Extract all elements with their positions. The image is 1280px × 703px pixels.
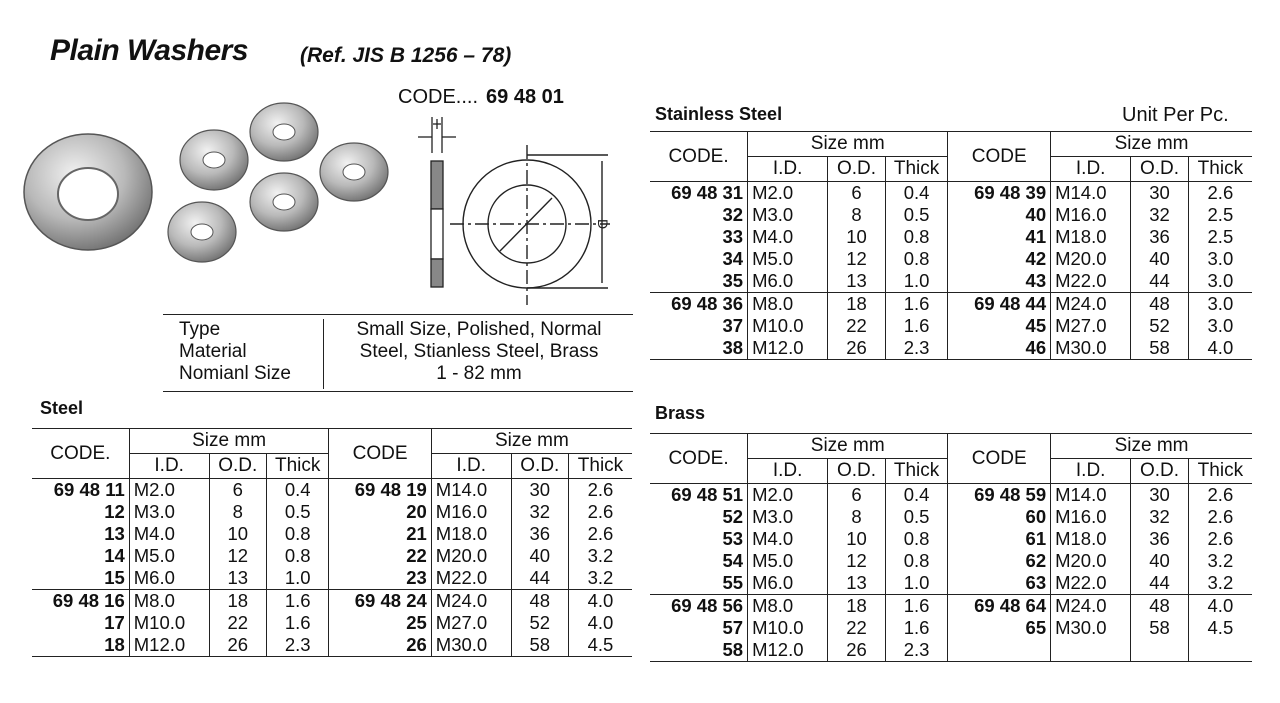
thickness-cell: 4.0 — [568, 590, 632, 613]
outer-diameter-cell: 10 — [828, 226, 886, 248]
code-cell: 15 — [104, 567, 125, 588]
id-column-header: I.D. — [129, 454, 209, 479]
outer-diameter-cell: 30 — [511, 479, 568, 502]
code-cell: 40 — [948, 204, 1051, 226]
table-header-row — [650, 434, 1252, 459]
outer-diameter-cell: 52 — [511, 612, 568, 634]
product-code-value: 69 48 01 — [486, 86, 564, 108]
code-cell: 69 48 51 — [671, 484, 744, 505]
outer-diameter-cell: 32 — [1131, 506, 1189, 528]
size-mm-header: Size mm — [431, 429, 632, 454]
outer-diameter-cell: 12 — [828, 248, 886, 270]
thickness-cell: 4.0 — [1188, 595, 1252, 618]
thickness-cell: 1.6 — [885, 595, 948, 618]
inner-diameter-cell: M24.0 — [1051, 595, 1131, 618]
code-column-header: CODE. — [32, 429, 129, 479]
outer-diameter-cell: 36 — [511, 523, 568, 545]
table-row — [650, 506, 1252, 528]
code-cell: 37 — [722, 315, 744, 336]
table-row — [32, 634, 632, 657]
size-mm-header: Size mm — [748, 434, 948, 459]
code-cell: 61 — [948, 528, 1051, 550]
od-column-header: O.D. — [1131, 459, 1189, 484]
thickness-cell: 4.0 — [568, 612, 632, 634]
outer-diameter-cell: 30 — [1131, 182, 1189, 205]
code-cell: 18 — [32, 634, 129, 657]
code-cell: 69 48 44 — [948, 293, 1051, 316]
code-cell: 23 — [329, 567, 431, 590]
thick-column-header: Thick — [1188, 157, 1252, 182]
inner-diameter-cell: M18.0 — [1051, 226, 1131, 248]
spec-values — [323, 319, 634, 389]
inner-diameter-cell: M20.0 — [1051, 550, 1131, 572]
inner-diameter-cell: M18.0 — [431, 523, 511, 545]
small-washer-icon — [320, 143, 388, 201]
thickness-cell: 2.5 — [1188, 226, 1252, 248]
unit-per-piece: Unit Per Pc. — [1122, 104, 1229, 126]
table-row — [650, 293, 1252, 316]
thickness-cell: 3.0 — [1188, 315, 1252, 337]
thickness-cell: 3.0 — [1188, 293, 1252, 316]
code-cell: 53 — [722, 528, 744, 549]
od-column-header: O.D. — [209, 454, 266, 479]
spec-labels — [179, 319, 291, 385]
code-cell: 26 — [329, 634, 431, 657]
thickness-cell: 0.8 — [885, 550, 948, 572]
thickness-cell: 2.3 — [885, 639, 948, 662]
id-column-header: I.D. — [748, 157, 828, 182]
code-cell: 45 — [948, 315, 1051, 337]
standard-reference: (Ref. JIS B 1256 – 78) — [300, 44, 512, 67]
thick-column-header: Thick — [885, 157, 948, 182]
thickness-cell — [1188, 639, 1252, 662]
code-cell: 62 — [948, 550, 1051, 572]
inner-diameter-cell: M8.0 — [748, 595, 828, 618]
code-cell: 22 — [329, 545, 431, 567]
od-column-header: O.D. — [828, 157, 886, 182]
thickness-cell: 1.6 — [885, 315, 948, 337]
code-cell: 69 48 31 — [671, 182, 744, 203]
inner-diameter-cell: M4.0 — [748, 528, 828, 550]
thickness-cell: 0.8 — [885, 248, 948, 270]
outer-diameter-cell: 13 — [828, 572, 886, 595]
code-cell: 69 48 16 — [32, 590, 129, 613]
table-header-row — [650, 132, 1252, 157]
outer-diameter-cell: 48 — [1131, 595, 1189, 618]
thickness-cell: 2.6 — [1188, 506, 1252, 528]
code-cell: 65 — [948, 617, 1051, 639]
outer-diameter-cell: 44 — [1131, 572, 1189, 595]
thick-column-header: Thick — [568, 454, 632, 479]
code-column-header: CODE. — [650, 434, 748, 484]
code-cell: 69 48 39 — [948, 182, 1051, 205]
outer-diameter-cell: 48 — [1131, 293, 1189, 316]
inner-diameter-cell: M8.0 — [748, 293, 828, 316]
table-row — [650, 617, 1252, 639]
inner-diameter-cell: M12.0 — [748, 639, 828, 662]
table-header-row — [32, 429, 632, 454]
outer-diameter-cell: 8 — [828, 204, 886, 226]
specifications-box — [163, 314, 633, 392]
table-row — [32, 523, 632, 545]
inner-diameter-cell: M6.0 — [129, 567, 209, 590]
thick-column-header: Thick — [1188, 459, 1252, 484]
code-cell: 57 — [722, 617, 744, 638]
thickness-cell: 1.6 — [266, 590, 328, 613]
outer-diameter-cell: 36 — [1131, 226, 1189, 248]
table-row — [650, 248, 1252, 270]
outer-diameter-cell: 13 — [209, 567, 266, 590]
code-column-header: CODE — [329, 429, 431, 479]
thickness-cell: 2.6 — [1188, 484, 1252, 507]
table-row — [650, 226, 1252, 248]
inner-diameter-cell: M20.0 — [1051, 248, 1131, 270]
inner-diameter-cell: M6.0 — [748, 572, 828, 595]
code-cell: 13 — [104, 523, 125, 544]
spec-value-size: 1 - 82 mm — [436, 363, 522, 384]
inner-diameter-cell: M10.0 — [748, 315, 828, 337]
outer-diameter-cell: 32 — [1131, 204, 1189, 226]
thickness-cell: 4.5 — [1188, 617, 1252, 639]
thickness-cell: 0.8 — [266, 545, 328, 567]
outer-diameter-cell: 44 — [511, 567, 568, 590]
code-column-header: CODE — [948, 132, 1051, 182]
outer-diameter-cell: 18 — [828, 595, 886, 618]
code-cell: 52 — [722, 506, 744, 527]
outer-diameter-cell: 10 — [209, 523, 266, 545]
thickness-cell: 2.6 — [1188, 528, 1252, 550]
code-cell: 69 48 64 — [948, 595, 1051, 618]
outer-diameter-cell: 18 — [828, 293, 886, 316]
code-cell: 55 — [722, 572, 744, 593]
inner-diameter-cell: M16.0 — [1051, 506, 1131, 528]
code-cell: 25 — [329, 612, 431, 634]
code-label-text: CODE.... — [398, 86, 479, 108]
code-cell: 17 — [104, 612, 125, 633]
table-row — [650, 337, 1252, 360]
inner-diameter-cell: M4.0 — [748, 226, 828, 248]
code-cell: 42 — [948, 248, 1051, 270]
inner-diameter-cell: M3.0 — [748, 204, 828, 226]
outer-diameter-cell: 13 — [828, 270, 886, 293]
inner-diameter-cell: M10.0 — [748, 617, 828, 639]
code-cell: 69 48 59 — [948, 484, 1051, 507]
code-cell: 69 48 36 — [650, 293, 748, 316]
brass-title: Brass — [655, 403, 706, 423]
code-cell: 12 — [104, 501, 125, 522]
code-cell: 34 — [722, 248, 744, 269]
outer-diameter-cell: 18 — [209, 590, 266, 613]
od-column-header: O.D. — [828, 459, 886, 484]
code-cell: 69 48 11 — [53, 479, 125, 500]
outer-diameter-cell: 58 — [1131, 617, 1189, 639]
spec-value-type: Small Size, Polished, Normal — [356, 319, 602, 340]
inner-diameter-cell: M14.0 — [431, 479, 511, 502]
inner-diameter-cell: M24.0 — [1051, 293, 1131, 316]
thickness-cell: 1.6 — [885, 293, 948, 316]
inner-diameter-cell — [1051, 639, 1131, 662]
inner-diameter-cell: M27.0 — [431, 612, 511, 634]
thickness-cell: 2.6 — [568, 523, 632, 545]
thickness-cell: 3.2 — [1188, 550, 1252, 572]
outer-diameter-cell: 6 — [209, 479, 266, 502]
outer-diameter-cell: 40 — [1131, 550, 1189, 572]
table-row — [650, 550, 1252, 572]
inner-diameter-cell: M5.0 — [129, 545, 209, 567]
code-cell: 21 — [329, 523, 431, 545]
outer-diameter-cell: 48 — [511, 590, 568, 613]
outer-diameter-cell: 40 — [511, 545, 568, 567]
small-washer-icon — [168, 202, 236, 262]
id-column-header: I.D. — [431, 454, 511, 479]
inner-diameter-cell: M16.0 — [431, 501, 511, 523]
steel-table — [32, 428, 632, 657]
thick-column-header: Thick — [266, 454, 328, 479]
code-cell: 33 — [722, 226, 744, 247]
table-row — [32, 567, 632, 590]
product-code-label — [398, 86, 564, 109]
outer-diameter-cell: 6 — [828, 484, 886, 507]
washer-technical-drawing — [410, 115, 625, 310]
spec-value-material: Steel, Stianless Steel, Brass — [359, 341, 599, 362]
thick-column-header: Thick — [885, 459, 948, 484]
thickness-cell: 2.5 — [1188, 204, 1252, 226]
outer-diameter-cell: 22 — [828, 315, 886, 337]
od-column-header: O.D. — [1131, 157, 1189, 182]
outer-diameter-cell: 22 — [209, 612, 266, 634]
code-cell: 41 — [948, 226, 1051, 248]
thickness-cell: 0.4 — [266, 479, 328, 502]
code-cell: 32 — [722, 204, 744, 225]
inner-diameter-cell: M12.0 — [748, 337, 828, 360]
inner-diameter-cell: M6.0 — [748, 270, 828, 293]
thickness-cell: 3.0 — [1188, 270, 1252, 293]
table-row — [32, 479, 632, 502]
washer-side-view-icon — [431, 161, 443, 287]
steel-title: Steel — [40, 398, 84, 418]
thickness-cell: 1.6 — [266, 612, 328, 634]
code-column-header: CODE. — [650, 132, 748, 182]
outer-diameter-cell: 52 — [1131, 315, 1189, 337]
code-cell: 43 — [948, 270, 1051, 293]
outer-diameter-cell: 26 — [209, 634, 266, 657]
thickness-cell: 3.2 — [1188, 572, 1252, 595]
outer-diameter-cell: 26 — [828, 639, 886, 662]
code-column-header: CODE — [948, 434, 1051, 484]
table-row — [650, 595, 1252, 618]
thickness-cell: 3.2 — [568, 567, 632, 590]
code-cell: 14 — [104, 545, 125, 566]
outer-diameter-cell: 30 — [1131, 484, 1189, 507]
thickness-cell: 0.5 — [885, 506, 948, 528]
outer-diameter-cell: 44 — [1131, 270, 1189, 293]
inner-diameter-cell: M5.0 — [748, 248, 828, 270]
inner-diameter-cell: M30.0 — [1051, 617, 1131, 639]
thickness-cell: 0.5 — [885, 204, 948, 226]
inner-diameter-cell: M30.0 — [431, 634, 511, 657]
code-cell: 63 — [948, 572, 1051, 595]
outer-diameter-cell: 36 — [1131, 528, 1189, 550]
thickness-cell: 4.0 — [1188, 337, 1252, 360]
outer-diameter-cell: 8 — [828, 506, 886, 528]
table-row — [650, 315, 1252, 337]
inner-diameter-cell: M22.0 — [1051, 572, 1131, 595]
outer-diameter-cell: 10 — [828, 528, 886, 550]
outer-diameter-cell — [1131, 639, 1189, 662]
inner-diameter-cell: M3.0 — [129, 501, 209, 523]
thickness-cell: 0.4 — [885, 484, 948, 507]
table-row — [32, 590, 632, 613]
stainless-title: Stainless Steel — [655, 104, 783, 124]
thickness-cell: 2.6 — [568, 501, 632, 523]
thickness-cell: 0.5 — [266, 501, 328, 523]
inner-diameter-cell: M2.0 — [129, 479, 209, 502]
table-row — [650, 484, 1252, 507]
thickness-cell: 0.8 — [885, 226, 948, 248]
thickness-cell: 2.3 — [885, 337, 948, 360]
page-title: Plain Washers — [50, 34, 249, 67]
outer-diameter-cell: 22 — [828, 617, 886, 639]
spec-label-material: Material — [179, 341, 247, 362]
inner-diameter-cell: M10.0 — [129, 612, 209, 634]
size-mm-header: Size mm — [1051, 434, 1252, 459]
stainless-steel-table — [650, 131, 1252, 360]
small-washer-icon — [180, 130, 248, 190]
inner-diameter-cell: M14.0 — [1051, 484, 1131, 507]
thickness-cell: 2.6 — [568, 479, 632, 502]
size-mm-header: Size mm — [748, 132, 948, 157]
code-cell: 46 — [948, 337, 1051, 360]
large-washer-icon — [24, 134, 152, 250]
outer-diameter-cell: 32 — [511, 501, 568, 523]
inner-diameter-cell: M5.0 — [748, 550, 828, 572]
id-column-header: I.D. — [1051, 459, 1131, 484]
outer-diameter-cell: 58 — [511, 634, 568, 657]
outer-diameter-cell: 6 — [828, 182, 886, 205]
spec-label-type: Type — [179, 319, 221, 340]
od-column-header: O.D. — [511, 454, 568, 479]
thickness-cell: 3.2 — [568, 545, 632, 567]
code-cell: 35 — [722, 270, 744, 291]
inner-diameter-cell: M30.0 — [1051, 337, 1131, 360]
code-cell: 38 — [650, 337, 748, 360]
table-row — [650, 572, 1252, 595]
code-cell: 69 48 56 — [650, 595, 748, 618]
inner-diameter-cell: M27.0 — [1051, 315, 1131, 337]
size-mm-header: Size mm — [1051, 132, 1252, 157]
id-column-header: I.D. — [1051, 157, 1131, 182]
code-cell: 60 — [948, 506, 1051, 528]
thickness-cell: 3.0 — [1188, 248, 1252, 270]
thickness-cell: 0.8 — [266, 523, 328, 545]
table-row — [650, 204, 1252, 226]
outer-diameter-cell: 12 — [828, 550, 886, 572]
outer-diameter-cell: 8 — [209, 501, 266, 523]
thickness-cell: 1.0 — [885, 270, 948, 293]
thickness-cell: 4.5 — [568, 634, 632, 657]
small-washer-icon — [250, 173, 318, 231]
code-cell: 20 — [329, 501, 431, 523]
table-row — [32, 612, 632, 634]
thickness-cell: 0.4 — [885, 182, 948, 205]
table-row — [32, 545, 632, 567]
outer-diameter-cell: 12 — [209, 545, 266, 567]
outer-diameter-cell: 26 — [828, 337, 886, 360]
table-row — [650, 528, 1252, 550]
thickness-cell: 1.0 — [266, 567, 328, 590]
inner-diameter-cell: M16.0 — [1051, 204, 1131, 226]
size-mm-header: Size mm — [129, 429, 329, 454]
table-row — [650, 639, 1252, 662]
code-cell: 54 — [722, 550, 744, 571]
inner-diameter-cell: M22.0 — [431, 567, 511, 590]
inner-diameter-cell: M14.0 — [1051, 182, 1131, 205]
table-row — [650, 182, 1252, 205]
thickness-cell: 1.0 — [885, 572, 948, 595]
outer-diameter-cell: 40 — [1131, 248, 1189, 270]
inner-diameter-cell: M24.0 — [431, 590, 511, 613]
table-row — [650, 270, 1252, 293]
thickness-cell: 2.6 — [1188, 182, 1252, 205]
thickness-cell: 1.6 — [885, 617, 948, 639]
inner-diameter-cell: M18.0 — [1051, 528, 1131, 550]
washer-front-view-icon — [450, 145, 611, 305]
svg-text:D: D — [595, 219, 611, 230]
inner-diameter-cell: M3.0 — [748, 506, 828, 528]
code-cell: 58 — [650, 639, 748, 662]
thickness-dimension-icon — [418, 117, 456, 153]
code-cell: 69 48 19 — [329, 479, 431, 502]
inner-diameter-cell: M20.0 — [431, 545, 511, 567]
code-cell: 69 48 24 — [329, 590, 431, 613]
outer-diameter-cell: 58 — [1131, 337, 1189, 360]
spec-label-size: Nomianl Size — [179, 363, 291, 384]
inner-diameter-cell: M12.0 — [129, 634, 209, 657]
thickness-cell: 0.8 — [885, 528, 948, 550]
inner-diameter-cell: M2.0 — [748, 182, 828, 205]
inner-diameter-cell: M2.0 — [748, 484, 828, 507]
code-cell — [948, 639, 1051, 662]
small-washer-icon — [250, 103, 318, 161]
inner-diameter-cell: M4.0 — [129, 523, 209, 545]
table-row — [32, 501, 632, 523]
inner-diameter-cell: M8.0 — [129, 590, 209, 613]
inner-diameter-cell: M22.0 — [1051, 270, 1131, 293]
id-column-header: I.D. — [748, 459, 828, 484]
thickness-cell: 2.3 — [266, 634, 328, 657]
brass-table — [650, 433, 1252, 662]
washers-photo — [18, 96, 398, 276]
